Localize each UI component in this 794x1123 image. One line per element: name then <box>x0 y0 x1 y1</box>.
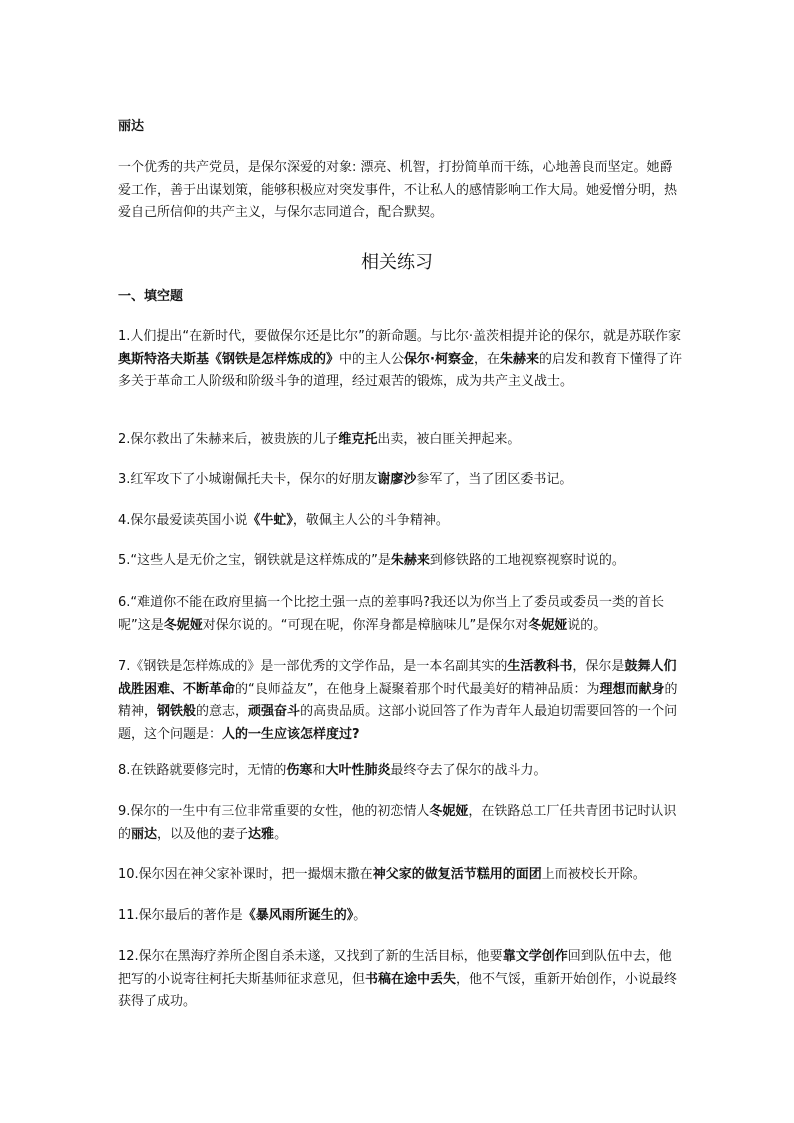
q6-answer-1: 冬妮娅 <box>163 617 203 633</box>
q9-text-1: 9.保尔的一生中有三位非常重要的女性，他的初恋情人 <box>118 804 430 819</box>
q3-answer-1: 谢廖沙 <box>377 472 417 487</box>
q8-text-3: 最终夺去了保尔的战斗力。 <box>390 763 547 778</box>
q4-answer-1: 《牛虻》 <box>247 513 293 528</box>
q2-text-2: 出卖，被白匪关押起来。 <box>377 432 521 447</box>
question-9 <box>118 801 684 846</box>
q9-answer-3: 达雅 <box>248 826 275 842</box>
q12-answer-1: 靠文学创作 <box>502 949 568 964</box>
question-11 <box>118 905 684 928</box>
q3-text-1: 3.红军攻下了小城谢佩托夫卡，保尔的好朋友 <box>118 472 378 487</box>
q8-text-1: 8.在铁路就要修完时，无情的 <box>118 763 287 778</box>
q8-text-2: 和 <box>312 763 326 778</box>
question-10 <box>118 864 684 887</box>
q7-answer-1: 生活教科书 <box>507 659 573 674</box>
q11-text-2: 。 <box>353 908 367 923</box>
question-2 <box>118 429 684 452</box>
q5-text-2: 到修铁路的工地视察视察时说的。 <box>429 553 625 568</box>
question-4 <box>118 510 684 533</box>
q2-answer-1: 维克托 <box>338 432 378 447</box>
q7-text-6: 的高贵品质。这部小说回答了作为青年人最迫切需要回答的一个问题，这个问题是： <box>118 704 678 742</box>
q9-text-2: ，在铁路总工厂任共青团书记时认识的 <box>118 804 677 842</box>
question-6 <box>118 592 684 637</box>
q1-answer-2: 保尔·柯察金 <box>404 351 474 367</box>
q1-answer-3: 朱赫来 <box>500 351 540 367</box>
q7-text-2: ，保尔是 <box>572 659 625 674</box>
q7-answer-2: 鼓舞人们战胜困难、不断革命 <box>118 659 677 697</box>
question-5 <box>118 550 684 573</box>
q4-text-2: ，敬佩主人公的斗争精神。 <box>292 513 449 528</box>
q1-text-3: ，在 <box>473 351 500 367</box>
q12-text-2: 回到队伍中去，他把写的小说寄往柯托夫斯基师征求意见，但 <box>118 949 672 987</box>
character-description: 一个优秀的共产党员，是保尔深爱的对象: 漂亮、机智，打扮简单而干练，心地善良而坚定。她爵爱工作，善于出谋划策，能够积极应对突发事件，不让私人的感情影响工作大局。她爱憎分明，热爱自己所信仰的共产主义，与保尔志同道合，配合默契。 <box>118 160 678 220</box>
q9-answer-1: 冬妮娅 <box>429 804 469 819</box>
q11-text-1: 11.保尔最后的著作是 <box>118 908 243 923</box>
q12-answer-2: 书稿在途中丢失 <box>365 971 457 987</box>
q8-answer-2: 大叶性肺炎 <box>325 763 391 778</box>
q7-text-5: 的意志， <box>196 704 249 719</box>
q5-answer-1: 朱赫来 <box>390 553 430 568</box>
q9-answer-2: 丽达 <box>131 826 158 842</box>
question-3 <box>118 469 684 492</box>
question-12 <box>118 946 684 1014</box>
q8-answer-1: 伤寒 <box>286 763 313 778</box>
question-type-label: 一、填空题 <box>118 289 184 304</box>
q10-answer-1: 神父家的做复活节糕用的面团 <box>372 867 542 882</box>
q7-answer-4: 钢铁般 <box>157 704 197 719</box>
q7-text-3: 的“良师益友”，在他身上凝聚着那个时代最美好的精神品质：为 <box>235 681 600 697</box>
q6-text-2: 对保尔说的。“可现在呢，你浑身都是樟脑味儿”是保尔对 <box>202 617 529 633</box>
q6-text-1: 6.“难道你不能在政府里搞一个比挖土强一点的差事吗?我还以为你当上了委员或委员一类的首长呢”这是 <box>118 595 665 633</box>
q12-text-1: 12.保尔在黑海疗养所企图自杀未遂，又找到了新的生活目标，他要 <box>118 949 503 964</box>
question-7 <box>118 656 684 746</box>
q9-text-3: ，以及他的妻子 <box>157 826 249 842</box>
q3-text-2: 参军了，当了团区委书记。 <box>416 472 573 487</box>
q7-answer-3: 理想而献身 <box>599 681 665 697</box>
q12-text-3: ，他不气馁，重新开始创作，小说最终获得了成功。 <box>118 971 678 1009</box>
q6-text-3: 说的。 <box>567 617 607 633</box>
q1-text-2: 中的主人公 <box>339 351 405 367</box>
question-1 <box>118 326 684 394</box>
q11-answer-1: 《暴风雨所诞生的》 <box>242 908 354 923</box>
q7-answer-6: 人的一生应该怎样度过? <box>222 726 360 742</box>
q1-text-4: 的启发和教育下懂得了许多关于革命工人阶级和阶级斗争的道理，经过艰苦的锻炼，成为共产主义战士。 <box>118 351 683 389</box>
q10-text-2: 上而被校长开除。 <box>541 867 646 882</box>
q6-answer-2: 冬妮娅 <box>528 617 568 633</box>
q1-text-1: 1.人们提出“在新时代，要做保尔还是比尔”的新命题。与比尔·盖茨相提并论的保尔，就是苏联作家 <box>118 329 682 344</box>
question-8 <box>118 760 684 783</box>
q9-text-4: 。 <box>274 826 288 842</box>
q5-text-1: 5.“这些人是无价之宝，钢铁就是这样炼成的”是 <box>118 553 391 568</box>
q1-answer-1: 奥斯特洛夫斯基《钢铁是怎样炼成的》 <box>118 351 340 367</box>
q10-text-1: 10.保尔因在神父家补课时，把一撮烟末撒在 <box>118 867 373 882</box>
q7-text-4: 的精神， <box>118 681 678 719</box>
q7-text-1: 7.《钢铁是怎样炼成的》是一部优秀的文学作品，是一本名副其实的 <box>118 659 508 674</box>
section-title: 相关练习 <box>361 252 433 273</box>
q4-text-1: 4.保尔最爱读英国小说 <box>118 513 248 528</box>
q7-answer-5: 顽强奋斗 <box>248 704 301 719</box>
character-name: 丽达 <box>118 119 145 134</box>
q2-text-1: 2.保尔救出了朱赫来后，被贵族的儿子 <box>118 432 339 447</box>
